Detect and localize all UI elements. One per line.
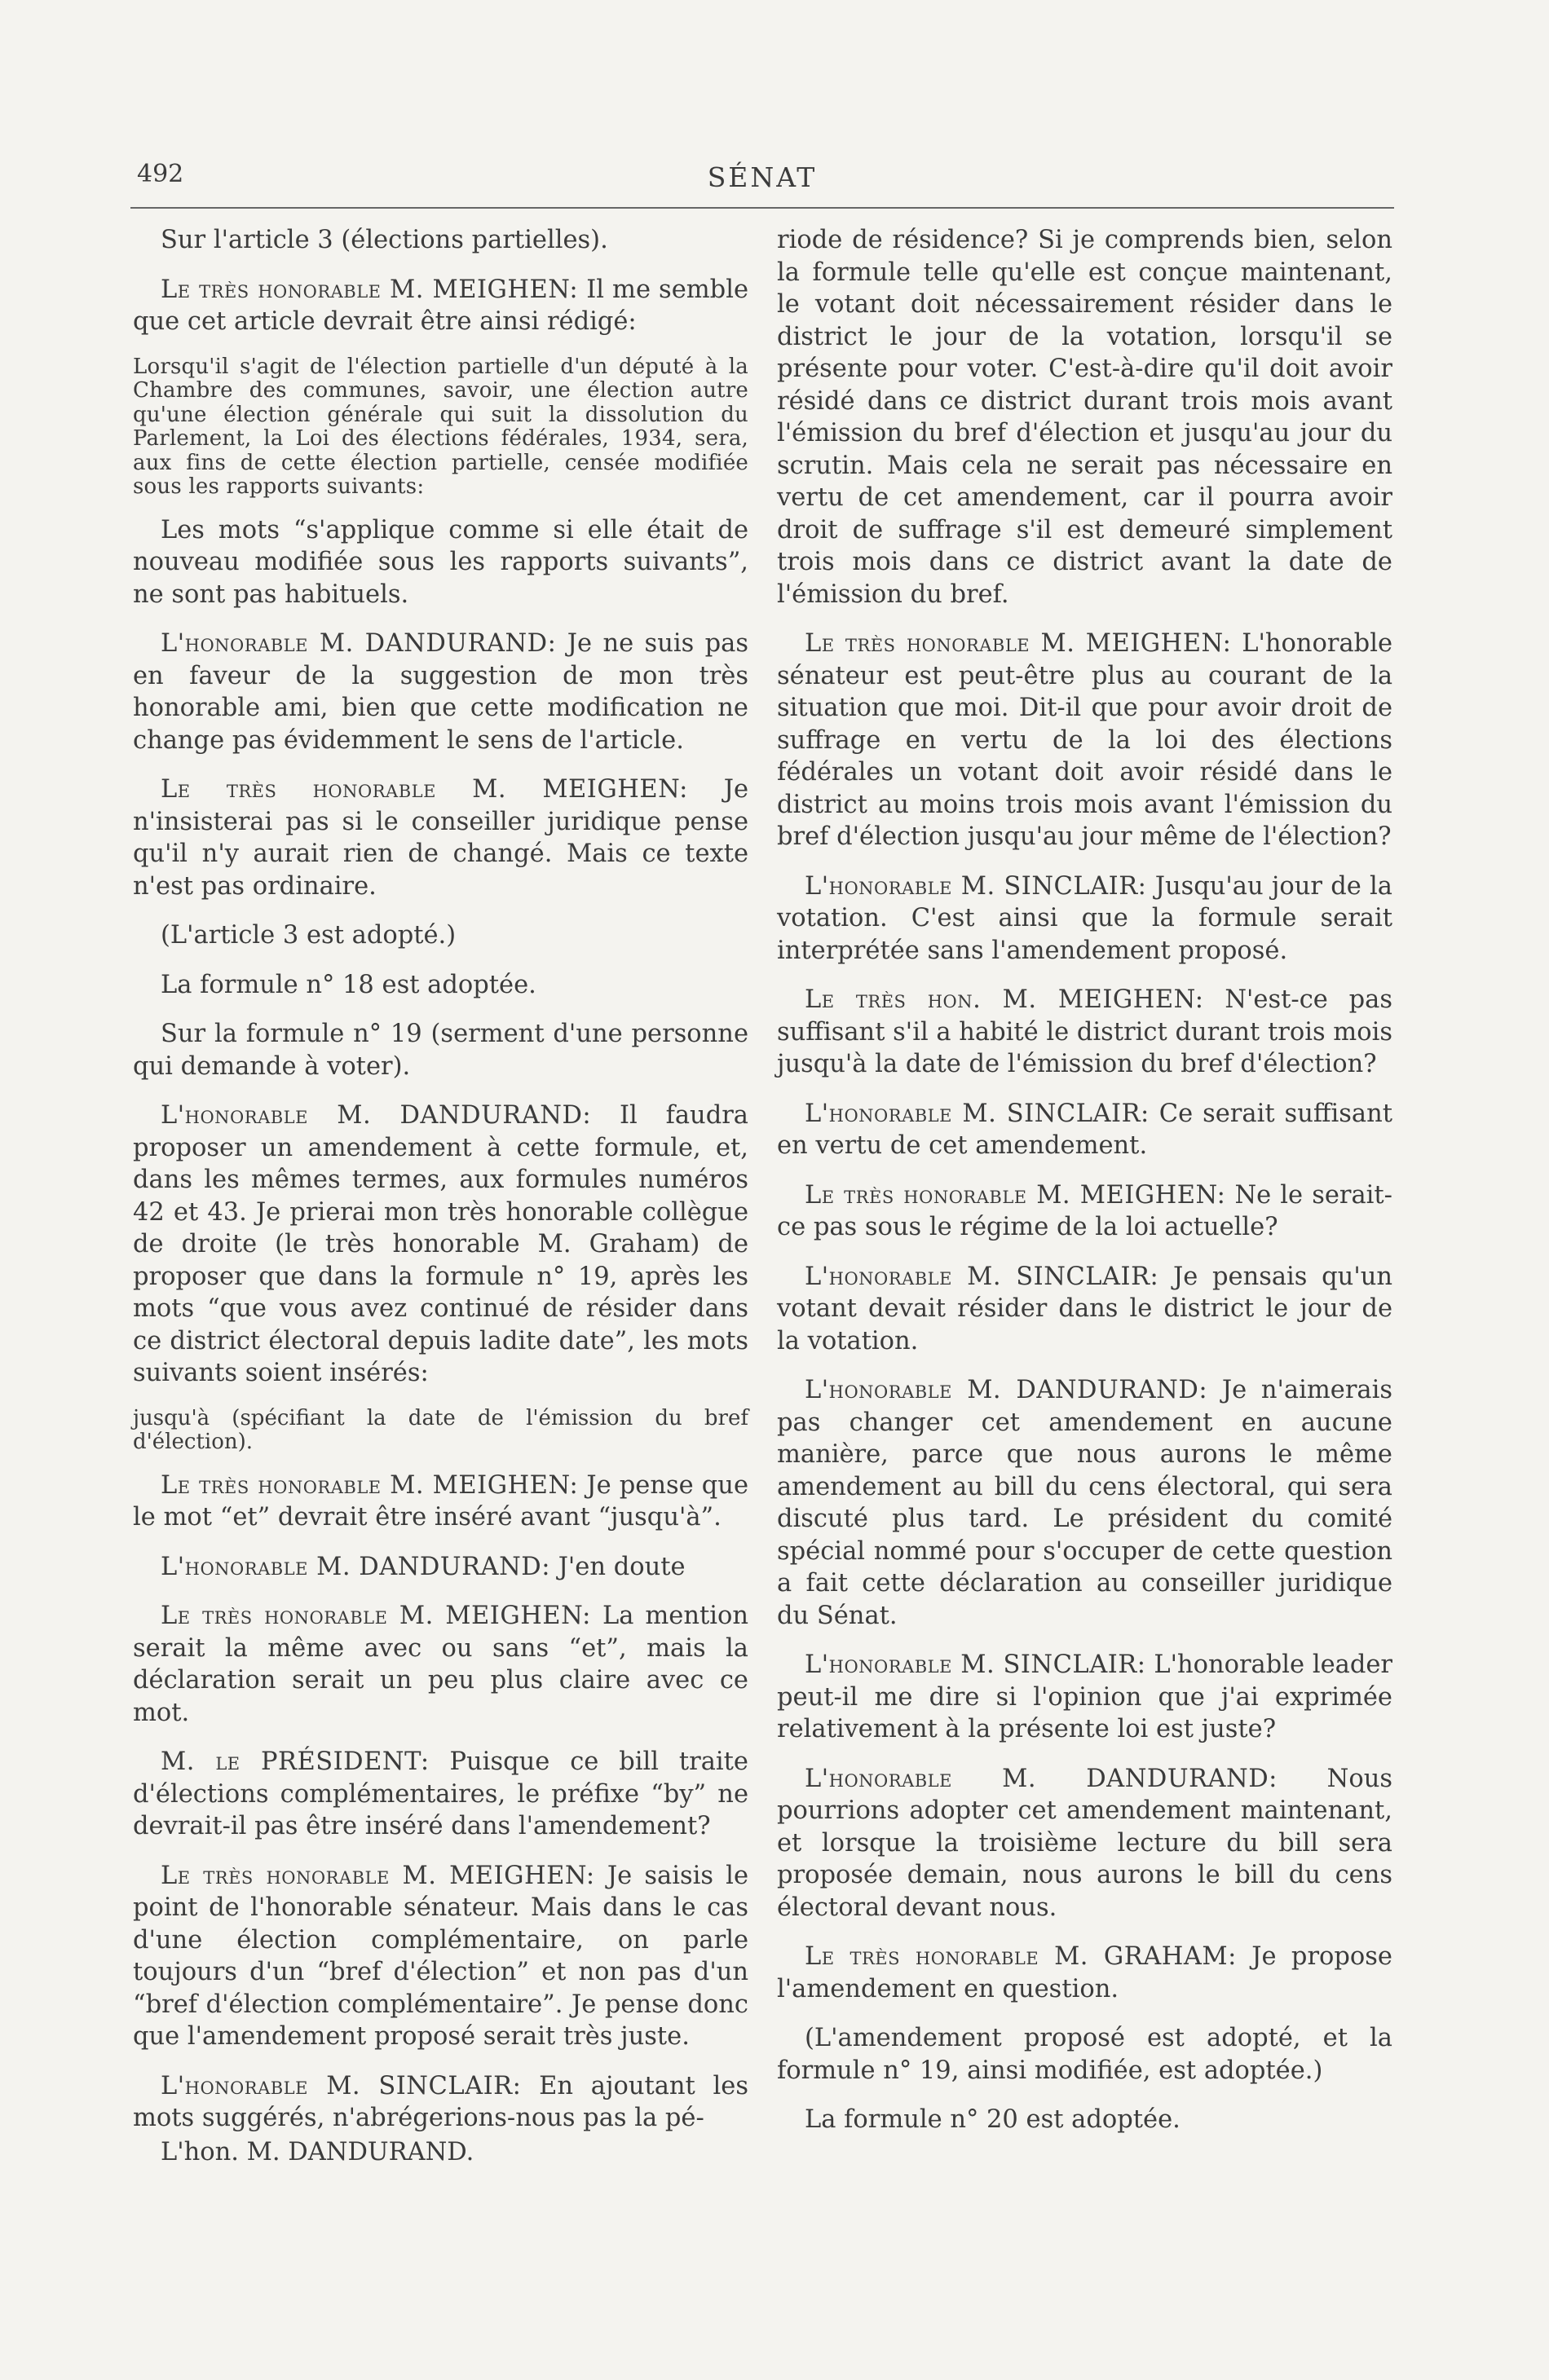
paragraph: [777, 1649, 1392, 1746]
speaker-name: L'honorable M. SINCLAIR:: [805, 1651, 1146, 1679]
paragraph: [133, 628, 748, 756]
paragraph: [777, 984, 1392, 1081]
paragraph-text: J'en doute: [550, 1552, 686, 1581]
speaker-name: L'honorable M. DANDURAND:: [805, 1376, 1208, 1404]
paragraph: [777, 2022, 1392, 2087]
paragraph: [777, 2104, 1392, 2136]
paragraph-text: La formule n° 18 est adoptée.: [161, 970, 536, 999]
paragraph: [133, 1746, 748, 1843]
speaker-name: L'honorable M. SINCLAIR:: [161, 2071, 522, 2100]
speaker-name: Le très honorable M. MEIGHEN:: [805, 1180, 1226, 1210]
speaker-name: Le très honorable M. MEIGHEN:: [805, 629, 1232, 658]
speaker-name: Le très hon. M. MEIGHEN:: [805, 985, 1204, 1014]
speaker-name: Le très honorable M. MEIGHEN:: [161, 775, 688, 804]
paragraph-text: (L'article 3 est adopté.): [161, 921, 457, 950]
paragraph-text: (L'amendement proposé est adopté, et la formule n° 19, ainsi modifiée, est adoptée.): [777, 2024, 1392, 2085]
speaker-name: Le très honorable M. MEIGHEN:: [161, 1470, 579, 1500]
paragraph: [133, 1018, 748, 1082]
paragraph: [133, 1600, 748, 1729]
speaker-name: Le très honorable M. GRAHAM:: [805, 1942, 1237, 1971]
paragraph-text: Jusqu'au jour de la votation. C'est ainsi que la formule serait interprétée sans l'amendement proposé.: [777, 871, 1392, 965]
paragraph: [777, 1179, 1392, 1244]
paragraph: [133, 274, 748, 338]
speaker-name: L'honorable M. DANDURAND:: [161, 629, 557, 658]
speaker-name: L'honorable M. DANDURAND:: [805, 1764, 1278, 1793]
paragraph-text: Nous pourrions adopter cet amendement maintenant, et lorsque la troisième lecture du bill sera proposée demain, nous aurons le bill du cens électoral devant nous.: [777, 1764, 1392, 1922]
page-header: [130, 153, 1394, 194]
paragraph-text: Sur l'article 3 (élections partielles).: [161, 226, 608, 254]
paragraph: [133, 919, 748, 952]
paragraph: [777, 628, 1392, 853]
paragraph: [133, 514, 748, 611]
paragraph-text: Ne le serait-ce pas sous le régime de la loi actuelle?: [777, 1180, 1392, 1241]
speaker-name: L'honorable M. DANDURAND:: [161, 1552, 550, 1581]
paragraph-text: L'hon. M. DANDURAND.: [161, 2137, 474, 2166]
paragraph: [133, 1470, 748, 1534]
paragraph: [777, 224, 1392, 610]
paragraph-text: Les mots “s'applique comme si elle était de nouveau modifiée sous les rapports suivants”, ne sont pas habituels.: [133, 515, 748, 609]
paragraph-text: Sur la formule n° 19 (serment d'une personne qui demande à voter).: [133, 1020, 748, 1081]
paragraph-text: Je n'insisterai pas si le conseiller juridique pense qu'il n'y aurait rien de changé. Mais ce texte n'est pas ordinaire.: [133, 775, 748, 901]
paragraph: [133, 774, 748, 902]
paragraph-text: Je n'aimerais pas changer cet amendement en aucune manière, parce que nous aurons le même amendement au bill du cens électoral, qui sera discuté plus tard. Le président du comité spécial nommé pour s'occuper de cette question a fait cette déclaration au conseiller juridique du Sénat.: [777, 1376, 1392, 1630]
paragraph-text: En ajoutant les mots suggérés, n'abrégerions-nous pas la pé-: [133, 2071, 749, 2132]
header-rule: [130, 207, 1394, 209]
paragraph: [133, 1551, 748, 1584]
speaker-name: Le très honorable M. MEIGHEN:: [161, 1861, 595, 1890]
paragraph: [133, 1100, 748, 1390]
speaker-name: L'honorable M. SINCLAIR:: [805, 871, 1147, 901]
paragraph: [133, 1860, 748, 2053]
paragraph-text: La formule n° 20 est adoptée.: [805, 2105, 1181, 2134]
paragraph-text: Lorsqu'il s'agit de l'élection partielle d'un député à la Chambre des communes, savoir, une élection autre qu'une élection générale qui suit la dissolution du Parlement, la Loi des élections fédérales, 1934, sera, aux fins de cette élection partielle, censée modifiée sous les rapports suivants:: [133, 354, 748, 499]
paragraph: [777, 1374, 1392, 1632]
running-title: SÉNAT: [707, 161, 818, 193]
paragraph: [133, 2070, 748, 2135]
page-number: 492: [137, 160, 184, 188]
paragraph-text: Je ne suis pas en faveur de la suggestion de mon très honorable ami, bien que cette modification ne change pas évidemment le sens de l'article.: [133, 629, 748, 755]
speaker-name: M. le PRÉSIDENT:: [161, 1748, 430, 1776]
paragraph: [133, 969, 748, 1002]
paragraph: [777, 870, 1392, 967]
speaker-name: L'honorable M. SINCLAIR:: [805, 1262, 1159, 1291]
right-column: [777, 224, 1392, 2153]
paragraph-text: Je pensais qu'un votant devait résider dans le district le jour de la votation.: [777, 1262, 1392, 1355]
paragraph-text: Il me semble que cet article devrait être ainsi rédigé:: [133, 275, 748, 336]
paragraph-text: La mention serait la même avec ou sans “et”, mais la déclaration serait un peu plus claire avec ce mot.: [133, 1602, 748, 1727]
paragraph: [133, 355, 748, 500]
paragraph-text: Puisque ce bill traite d'élections complémentaires, le préfixe “by” ne devrait-il pas être inséré dans l'amendement?: [133, 1748, 748, 1840]
paragraph-text: Je propose l'amendement en question.: [777, 1942, 1392, 2003]
paragraph: [777, 1763, 1392, 1924]
paragraph-text: Je pense que le mot “et” devrait être inséré avant “jusqu'à”.: [133, 1470, 748, 1532]
paragraph-text: Il faudra proposer un amendement à cette formule, et, dans les mêmes termes, aux formules numéros 42 et 43. Je prierai mon très honorable collègue de droite (le très honorable M. Graham) de proposer que dans la formule n° 19, après les mots “que vous avez continué de résider dans ce district électoral depuis ladite date”, les mots suivants soient insérés:: [133, 1101, 748, 1387]
paragraph: [133, 2136, 748, 2169]
paragraph: [133, 224, 748, 257]
speaker-name: L'honorable M. DANDURAND:: [161, 1101, 592, 1130]
left-column: [133, 224, 748, 2185]
paragraph-text: jusqu'à (spécifiant la date de l'émission du bref d'élection).: [133, 1405, 748, 1454]
paragraph: [777, 1261, 1392, 1358]
speaker-name: Le très honorable M. MEIGHEN:: [161, 275, 579, 304]
paragraph-text: riode de résidence? Si je comprends bien, selon la formule telle qu'elle est conçue maintenant, le votant doit nécessairement résider dans le district le jour de la votation, lorsqu'il se présente pour voter. C'est-à-dire qu'il doit avoir résidé dans ce district durant trois mois avant l'émission du bref d'élection et jusqu'au jour du scrutin. Mais cela ne serait pas nécessaire en vertu de cet amendement, car il pourra avoir droit de suffrage s'il est demeuré simplement trois mois dans ce district avant la date de l'émission du bref.: [777, 226, 1392, 609]
paragraph: [777, 1941, 1392, 2005]
paragraph-text: Ce serait suffisant en vertu de cet amendement.: [777, 1099, 1392, 1160]
speaker-name: L'honorable M. SINCLAIR:: [805, 1099, 1150, 1128]
paragraph-text: N'est-ce pas suffisant s'il a habité le district durant trois mois jusqu'à la date de l'émission du bref d'élection?: [777, 985, 1392, 1078]
speaker-name: Le très honorable M. MEIGHEN:: [161, 1602, 591, 1630]
paragraph-text: L'honorable leader peut-il me dire si l'opinion que j'ai exprimée relativement à la présente loi est juste?: [777, 1651, 1393, 1743]
paragraph: [133, 1407, 748, 1455]
paragraph-text: Je saisis le point de l'honorable sénateur. Mais dans le cas d'une élection complémentaire, on parle toujours d'un “bref d'élection” et non pas d'un “bref d'élection complémentaire”. Je pense donc que l'amendement proposé serait très juste.: [133, 1861, 748, 2051]
paragraph: [777, 1098, 1392, 1162]
paragraph-text: L'honorable sénateur est peut-être plus au courant de la situation que moi. Dit-il que pour avoir droit de suffrage en vertu de la loi des élections fédérales un votant doit avoir résidé dans le district au moins trois mois avant l'émission du bref d'élection jusqu'au jour même de l'élection?: [777, 629, 1392, 851]
